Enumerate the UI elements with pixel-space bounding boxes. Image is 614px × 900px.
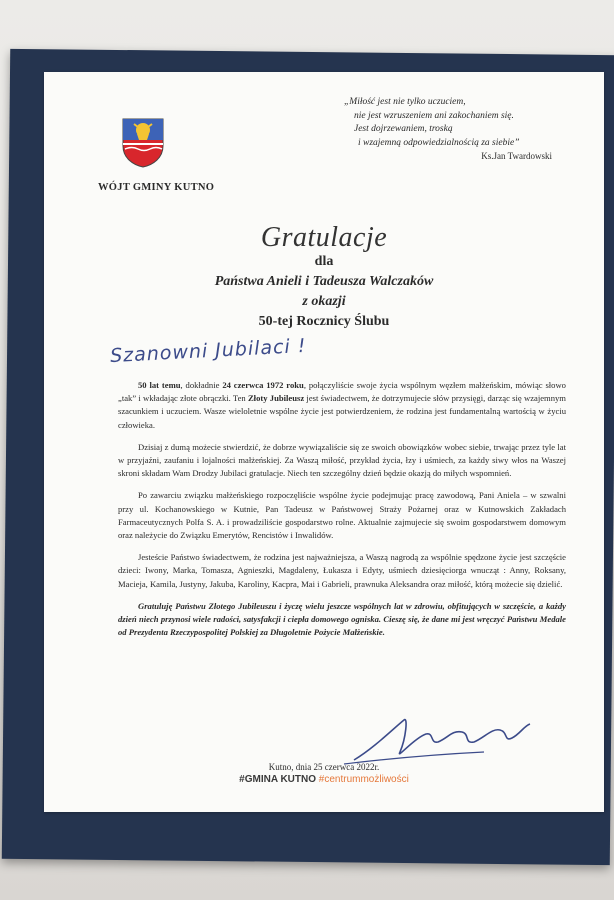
hashtag-alt: #centrummożliwości — [318, 774, 409, 785]
handwritten-greeting: Szanowni Jubilaci ! — [109, 334, 307, 368]
paragraph — [118, 379, 566, 432]
text-run: , połączyliście swoje życia wspólnym węzłem małżeńskim, mówiąc słowo „tak” i wkładając złote obrączki. Ten — [118, 380, 566, 404]
epigraph-quote — [344, 96, 554, 164]
letter-body — [118, 379, 566, 648]
issuer-label: WÓJT GMINY KUTNO — [98, 182, 215, 193]
text-run: jest świadectwem, że dotrzymujecie słów przysięgi, darząc się wzajemnym szacunkiem i uczuciem. Wasze wieloletnie wspólne życie jest potwierdzeniem, że rodzina jest fundamentalną wartością w życiu człowieka. — [118, 393, 566, 430]
wedding-date: 24 czerwca 1972 roku — [222, 380, 304, 390]
quote-line: „Miłość jest nie tylko uczuciem, — [344, 97, 466, 107]
paragraph: Dzisiaj z dumą możecie stwierdzić, że dobrze wywiązaliście się ze swoich obowiązków wobec siebie, trwając przez tyle lat w przyjaźni, zaufaniu i lojalności małżeńskiej. Za Waszą miłość, przykład życia, łzy i uśmiech, za każdy siwy włos na Waszej skroni składam Wam Drodzy Jubilaci gratulacje. Niech ten szczególny dzień będzie okazją do miłych wspomnień. — [118, 441, 566, 479]
quote-line: Jest dojrzewaniem, troską — [354, 124, 453, 134]
certificate-page — [44, 72, 604, 812]
campaign-hashtag — [44, 774, 604, 785]
heading-dla: dla — [314, 254, 334, 269]
paragraph: Po zawarciu związku małżeńskiego rozpoczęliście wspólne życie podejmując pracę zawodową, Pani Aniela – w szwalni przy ul. Kochanowskiego w Kutnie, Pan Tadeusz w Państwowej Straży Pożarnej oraz w Kutnowskich Zakładach Farmaceutycznych Polfa S. A. i prowadziliście gospodarstwo rolne. Aktualnie zajmujecie się swoim gospodarstwem domowym oraz należycie do Związku Emerytów, Rencistów i Inwalidów. — [118, 490, 566, 541]
date-line: Kutno, dnia 25 czerwca 2022r. — [268, 762, 380, 772]
hashtag-main: #GMINA KUTNO — [239, 774, 317, 785]
jubilee-phrase: Złoty Jubileusz — [247, 393, 305, 404]
quote-line: nie jest wzruszeniem ani zakochaniem się. — [354, 110, 514, 121]
quote-line: i wzajemną odpowiedzialnością za siebie” — [358, 137, 520, 148]
paragraph: Jesteście Państwo świadectwem, że rodzina jest najważniejsza, a Waszą nagrodą za wspólnie spędzone życie jest szczęście dzieci: Iwony, Marka, Tomasza, Agnieszki, Magdaleny, Łukasza i Edyty, uśmiech dziesięciorga wnucząt : Anny, Roksany, Macieja, Kamila, Justyny, Jakuba, Karoliny, Kacpra, Mai i Gabrieli, prawnuka Aleksandra oraz miłość, którą możecie się dzielić. — [118, 552, 566, 589]
recipients-names: Państwa Anieli i Tadeusza Walczaków — [214, 274, 434, 289]
coat-of-arms-icon — [120, 116, 166, 168]
document-title: Gratulacje — [260, 222, 388, 253]
heading-okazji: z okazji — [302, 294, 346, 309]
lead-phrase: 50 lat temu — [138, 380, 181, 390]
text-run: , dokładnie — [180, 380, 223, 390]
occasion-heading: 50-tej Rocznicy Ślubu — [258, 314, 390, 329]
handwritten-signature — [334, 708, 534, 768]
closing-paragraph: Gratuluję Państwu Złotego Jubileuszu i życzę wielu jeszcze wspólnych lat w zdrowiu, obfitujących w szczęście, a każdy dzień niech przynosi wiele radości, satysfakcji i ciepła domowego ogniska. Cieszę się, że dane mi jest wręczyć Państwu Medale od Prezydenta Rzeczypospolitej Polskiej za Długoletnie Pożycie Małżeńskie. — [118, 600, 566, 638]
quote-author: Ks.Jan Twardowski — [481, 151, 552, 161]
